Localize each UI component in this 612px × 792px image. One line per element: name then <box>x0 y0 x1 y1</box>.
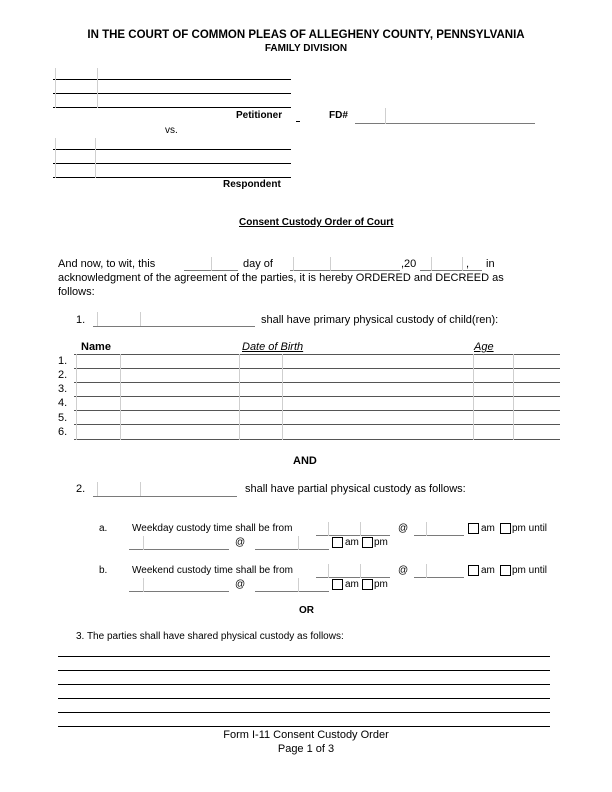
and-label: AND <box>293 455 317 467</box>
item1-number: 1. <box>76 314 86 326</box>
petitioner-label: Petitioner <box>236 110 283 121</box>
intro-text-d: , <box>466 258 470 270</box>
weekday-to-pm-checkbox[interactable] <box>362 537 373 548</box>
weekend-from-am-checkbox[interactable] <box>468 565 479 576</box>
division-heading: FAMILY DIVISION <box>264 43 348 54</box>
child-row-number: 6. <box>58 426 68 438</box>
child-row-number: 1. <box>58 355 68 367</box>
item2-number: 2. <box>76 483 86 495</box>
item2b-letter: b. <box>99 565 108 576</box>
item3-text: 3. The parties shall have shared physical custody as follows: <box>76 631 344 642</box>
weekend-from-pm-checkbox[interactable] <box>500 565 511 576</box>
at-symbol: @ <box>235 537 246 548</box>
child-row-number: 3. <box>58 383 68 395</box>
item2-text: shall have partial physical custody as follows: <box>245 483 466 495</box>
at-symbol: @ <box>235 579 246 590</box>
court-heading: IN THE COURT OF COMMON PLEAS OF ALLEGHENY COUNTY, PENNSYLVANIA <box>87 29 525 41</box>
pm-label: pm <box>374 579 388 590</box>
respondent-label: Respondent <box>223 179 281 190</box>
fd-label: FD# <box>329 110 348 121</box>
col-header-age: Age <box>474 341 494 353</box>
am-label: am <box>345 537 359 548</box>
item1-text: shall have primary physical custody of child(ren): <box>261 314 499 326</box>
or-label: OR <box>299 605 314 616</box>
weekend-to-pm-checkbox[interactable] <box>362 579 373 590</box>
weekday-from-am-checkbox[interactable] <box>468 523 479 534</box>
child-row-number: 2. <box>58 369 68 381</box>
pm-until-label: pm until <box>512 523 548 534</box>
am-label: am <box>481 565 495 576</box>
intro-text-c: ,20 <box>401 258 417 270</box>
child-row-number: 4. <box>58 397 68 409</box>
at-symbol: @ <box>398 523 409 534</box>
footer-form-name: Form I-11 Consent Custody Order <box>223 729 389 741</box>
pm-until-label: pm until <box>512 565 548 576</box>
weekend-to-am-checkbox[interactable] <box>332 579 343 590</box>
item2a-letter: a. <box>99 523 108 534</box>
footer-page-number: Page 1 of 3 <box>277 743 335 755</box>
am-label: am <box>345 579 359 590</box>
am-label: am <box>481 523 495 534</box>
intro-text-e: in <box>486 258 495 270</box>
col-header-name: Name <box>81 341 111 353</box>
intro-text-b: day of <box>243 258 273 270</box>
vs-label: vs. <box>165 125 178 136</box>
intro-text-line2: acknowledgment of the agreement of the parties, it is hereby ORDERED and DECREED as <box>58 272 504 284</box>
document-title: Consent Custody Order of Court <box>239 217 394 228</box>
pm-label: pm <box>374 537 388 548</box>
item2b-text: Weekend custody time shall be from <box>132 565 294 576</box>
item2a-text: Weekday custody time shall be from <box>132 523 293 534</box>
intro-text-a: And now, to wit, this <box>58 258 156 270</box>
at-symbol: @ <box>398 565 409 576</box>
weekday-from-pm-checkbox[interactable] <box>500 523 511 534</box>
col-header-dob: Date of Birth <box>242 341 304 353</box>
weekday-to-am-checkbox[interactable] <box>332 537 343 548</box>
intro-text-line3: follows: <box>58 286 95 298</box>
child-row-number: 5. <box>58 412 68 424</box>
